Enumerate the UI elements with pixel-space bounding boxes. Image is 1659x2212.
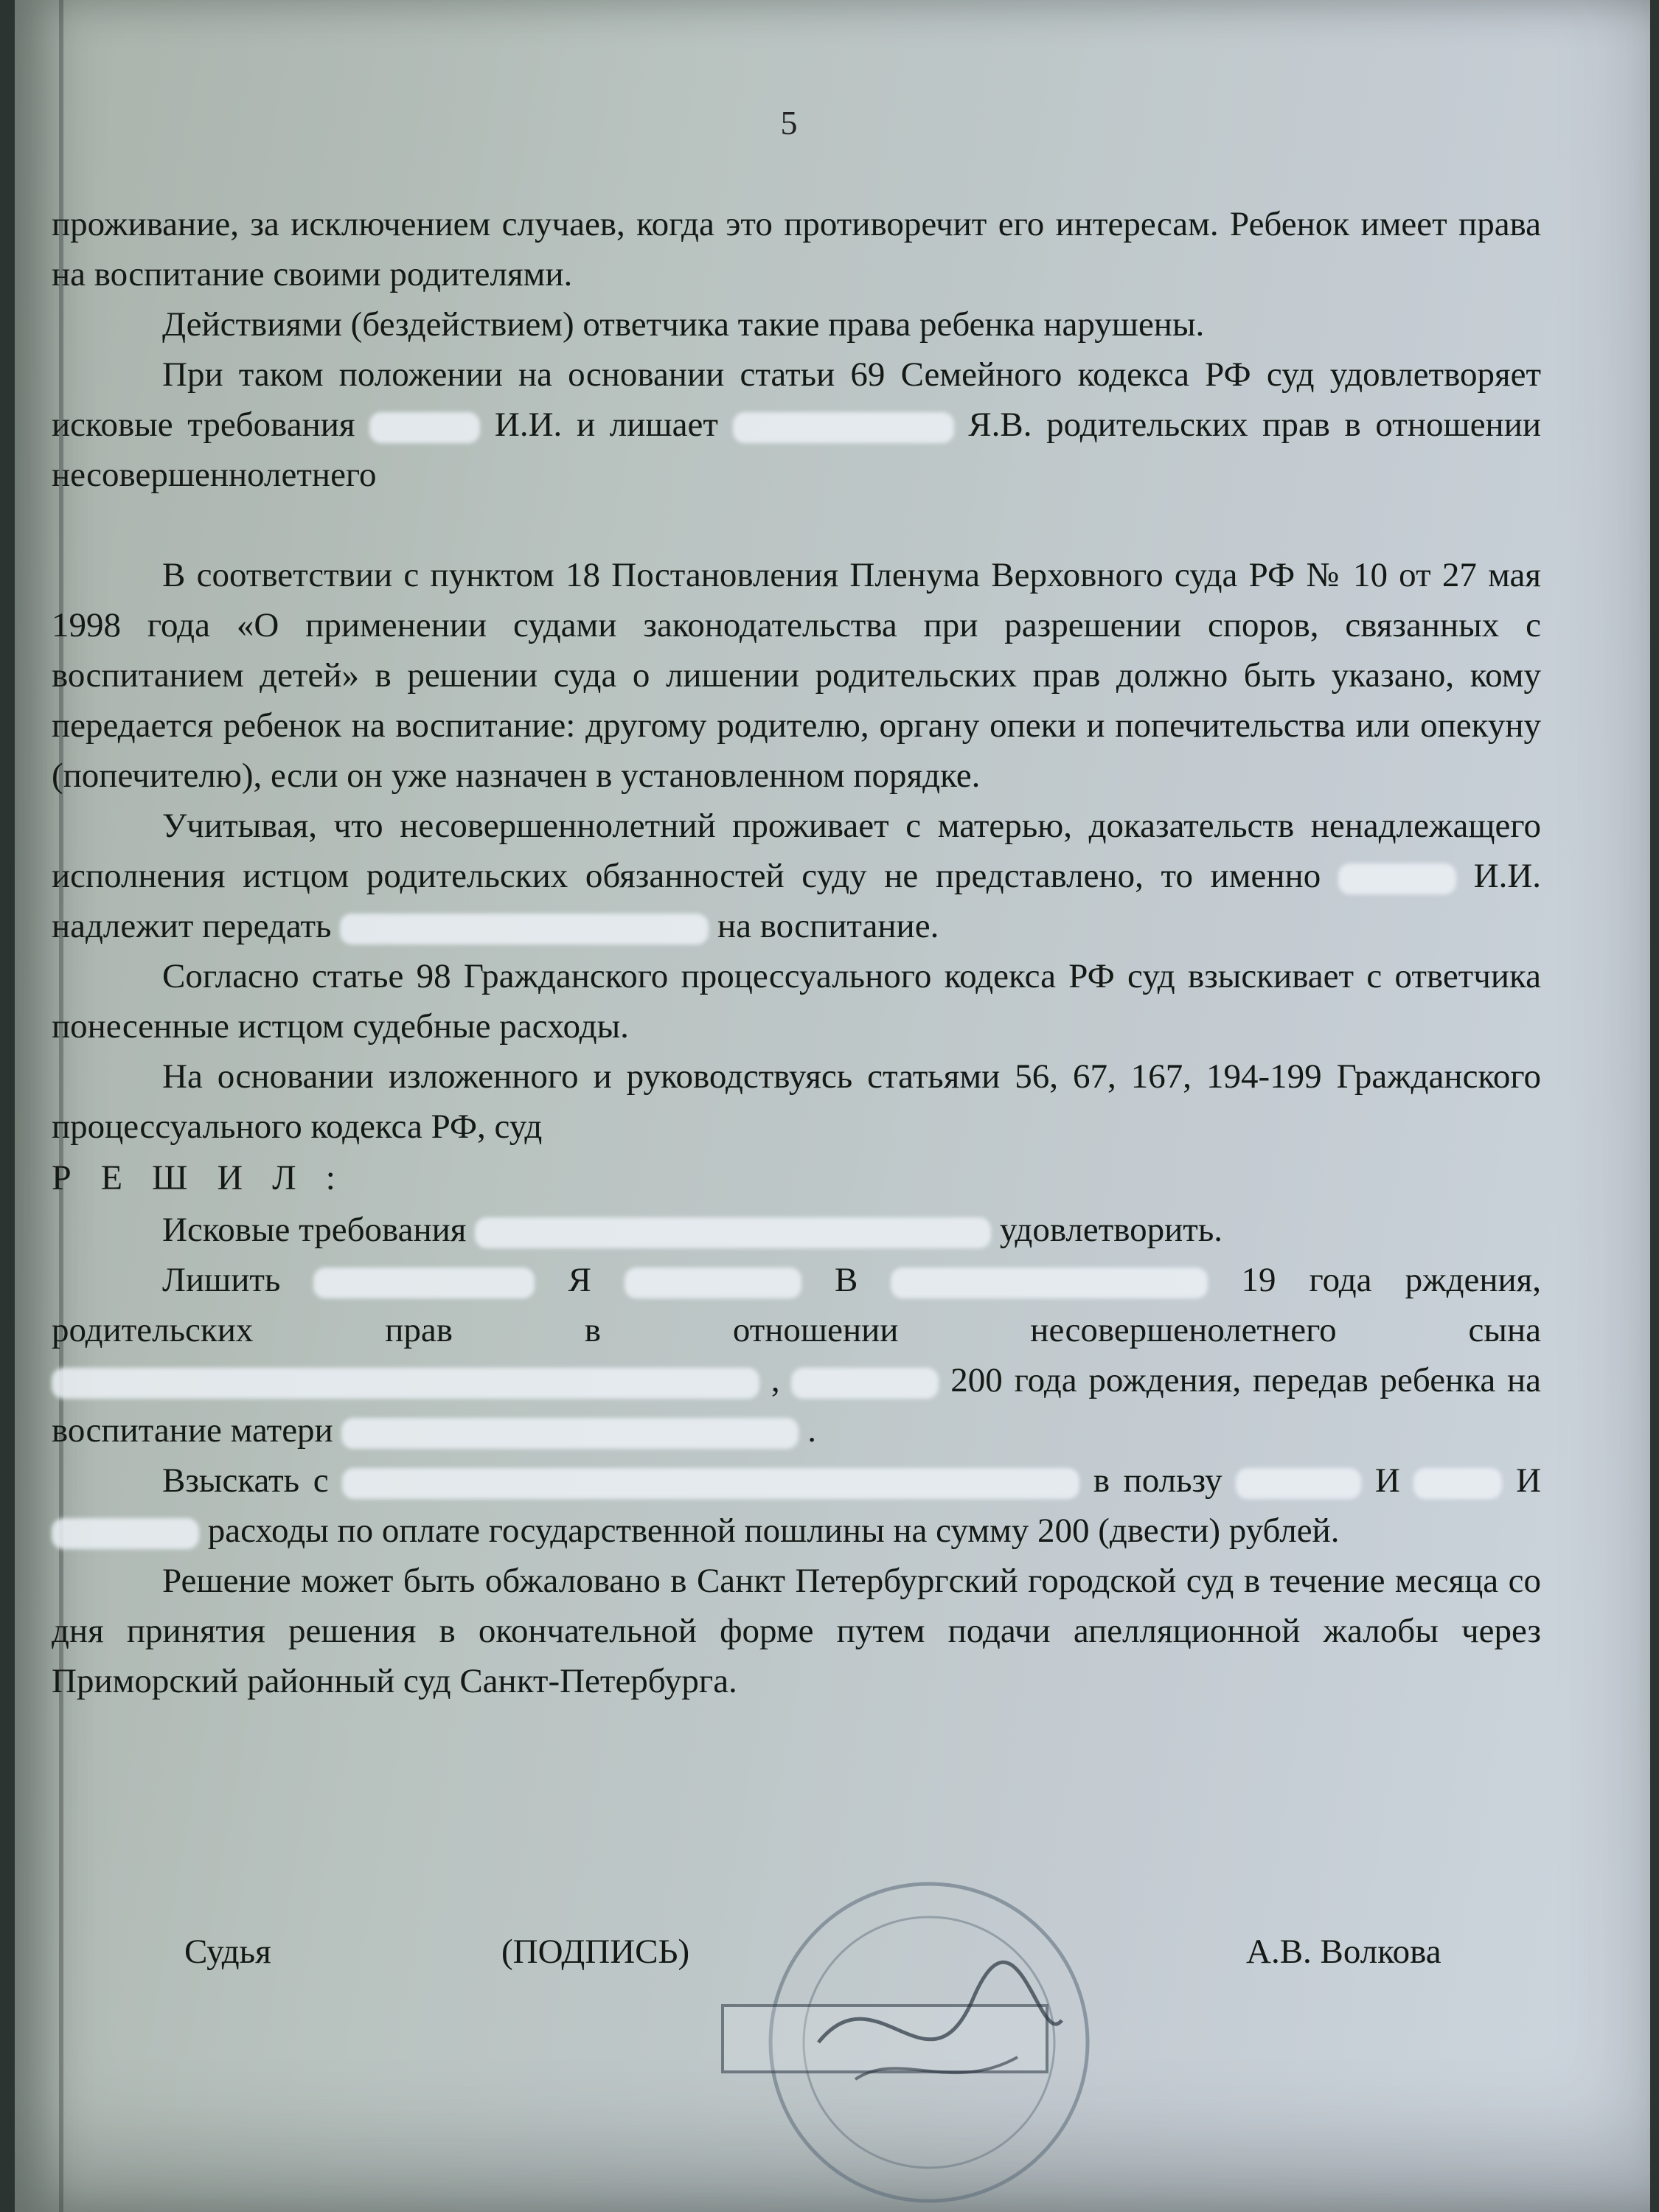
decision-text: Лишить xyxy=(162,1261,281,1299)
document-body xyxy=(52,199,1541,1706)
decision-text: И xyxy=(1516,1461,1542,1500)
decision-text: расходы по оплате государственной пошлины на сумму 200 (двести) рублей. xyxy=(207,1512,1340,1550)
decision-paragraph: Решение может быть обжаловано в Санкт Петербургский городской суд в течение месяца со дня принятия решения в окончательной форме путем подачи апелляционной жалобы через Приморский районный суд Санкт-Петербурга. xyxy=(52,1562,1541,1700)
paragraph: проживание, за исключением случаев, когда это противоречит его интересам. Ребенок имеет права на воспитание своими родителями. xyxy=(52,205,1541,293)
paragraph: В соответствии с пунктом 18 Постановления Пленума Верховного суда РФ № 10 от 27 мая 1998 года «О применении судами законодательства при разрешении споров, связанных с воспитанием детей» в решении суда о лишении родительских прав должно быть указано, кому передается ребенок на воспитание: другому родителю, органу опеки и попечительства или опекуну (попечителю), если он уже назначен в установленном порядке. xyxy=(52,556,1541,795)
paragraph xyxy=(52,801,1541,951)
judge-role: Судья xyxy=(184,1933,271,1971)
paragraph: Согласно статье 98 Гражданского процессуального кодекса РФ суд взыскивает с ответчика понесенные истцом судебные расходы. xyxy=(52,957,1541,1046)
court-stamp-icon xyxy=(708,1858,1150,2212)
decision-text: в пользу xyxy=(1093,1461,1222,1500)
decision-text: года xyxy=(1309,1261,1372,1299)
judge-name: А.В. Волкова xyxy=(1246,1933,1441,1971)
decision-text: 200 xyxy=(950,1361,1003,1399)
document-page xyxy=(15,0,1650,2212)
paragraph: На основании изложенного и руководствуясь статьями 56, 67, 167, 194-199 Гражданского процессуального кодекса РФ, суд xyxy=(52,1057,1541,1146)
redacted-name xyxy=(342,1468,1079,1499)
redacted-name xyxy=(1236,1468,1361,1499)
redacted-name xyxy=(340,914,709,945)
decision-text: , xyxy=(771,1361,780,1399)
paragraph-text: При таком положении на основании статьи 69 Семейного кодекса РФ суд удовлетворяет исковые требования xyxy=(52,355,1541,444)
decision-text: Взыскать с xyxy=(162,1461,329,1500)
decision-paragraph xyxy=(52,1455,1541,1556)
decision-paragraph xyxy=(52,1205,1541,1255)
paragraph-text: И.И. и лишает xyxy=(494,406,718,444)
decision-text: года рождения, передав xyxy=(1014,1361,1368,1399)
signature-placeholder: (ПОДПИСЬ) xyxy=(501,1933,690,1971)
redacted-date xyxy=(791,1368,939,1399)
redacted-name xyxy=(369,412,480,443)
redacted-name xyxy=(1338,863,1456,894)
paragraph: Действиями (бездействием) ответчика такие права ребенка нарушены. xyxy=(162,305,1205,344)
page-number: 5 xyxy=(780,104,798,142)
decision-text: 19 xyxy=(1241,1261,1276,1299)
redacted-date xyxy=(891,1267,1208,1298)
decision-text: удовлетворить. xyxy=(999,1211,1223,1249)
redacted-name xyxy=(733,412,954,443)
redacted-name xyxy=(52,1368,759,1399)
redacted-name xyxy=(52,1518,199,1549)
decision-text: Я xyxy=(568,1261,591,1299)
paragraph-text: на воспитание. xyxy=(717,907,939,945)
paragraph-text: Учитывая, что несовершеннолетний проживает с матерью, доказательств ненадлежащего исполнения истцом родительских обязанностей суду не представлено, то именно xyxy=(52,807,1541,895)
redacted-name xyxy=(625,1267,801,1298)
decision-text: И xyxy=(1374,1461,1400,1500)
paragraph xyxy=(52,349,1541,500)
redacted-name xyxy=(341,1418,799,1449)
decision-text: В xyxy=(834,1261,858,1299)
redacted-name xyxy=(1413,1468,1502,1499)
redacted-name xyxy=(475,1217,991,1248)
decision-text: . xyxy=(807,1411,816,1450)
decision-text: ребенка на воспитание матери xyxy=(52,1361,1542,1450)
decision-heading: Р Е Ш И Л : xyxy=(52,1158,346,1197)
redacted-name xyxy=(313,1267,535,1298)
decision-text: Исковые требования xyxy=(162,1211,467,1249)
decision-text: рждения, родительских прав в отношении несовершенолетнего сына xyxy=(52,1261,1542,1349)
paragraph-text: И.И. надлежит передать xyxy=(52,857,1542,945)
paragraph-text: Я.В. родительских прав в отношении несовершеннолетнего xyxy=(52,406,1542,494)
decision-paragraph xyxy=(52,1255,1541,1455)
